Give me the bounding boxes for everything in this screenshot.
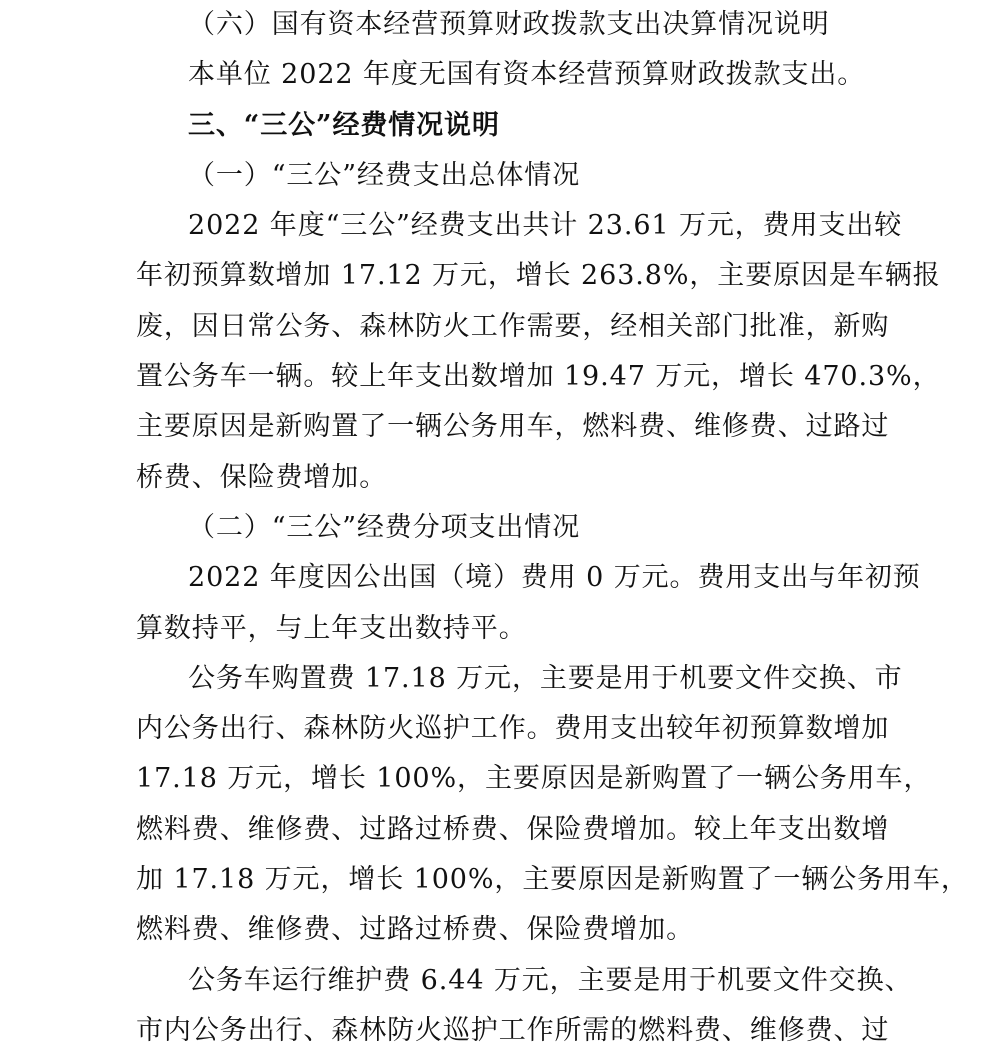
subsection-heading-1: （一）“三公”经费支出总体情况 — [188, 159, 581, 191]
paragraph-line: 算数持平，与上年支出数持平。 — [136, 612, 527, 644]
subsection-heading-2: （二）“三公”经费分项支出情况 — [188, 511, 581, 543]
paragraph-line: 公务车运行维护费 6.44 万元，主要是用于机要文件交换、 — [188, 964, 913, 996]
paragraph-line: 2022 年度因公出国（境）费用 0 万元。费用支出与年初预 — [188, 562, 921, 594]
paragraph-line: 桥费、保险费增加。 — [136, 461, 388, 493]
paragraph-line: 废，因日常公务、森林防火工作需要，经相关部门批准，新购 — [136, 310, 890, 342]
section-heading-6: （六）国有资本经营预算财政拨款支出决算情况说明 — [188, 9, 830, 40]
paragraph-line: 公务车购置费 17.18 万元，主要是用于机要文件交换、市 — [188, 662, 903, 694]
paragraph-line: 内公务出行、森林防火巡护工作。费用支出较年初预算数增加 — [136, 713, 890, 745]
paragraph-line: 置公务车一辆。较上年支出数增加 19.47 万元，增长 470.3%， — [136, 361, 941, 393]
paragraph-line: 燃料费、维修费、过路过桥费、保险费增加。较上年支出数增 — [136, 813, 890, 845]
paragraph-line: 主要原因是新购置了一辆公务用车，燃料费、维修费、过路过 — [136, 411, 890, 443]
document-page — [136, 0, 969, 1056]
section-heading-3: 三、“三公”经费情况说明 — [188, 109, 500, 141]
paragraph-line: 2022 年度“三公”经费支出共计 23.61 万元，费用支出较 — [188, 210, 903, 242]
paragraph-line: 燃料费、维修费、过路过桥费、保险费增加。 — [136, 914, 694, 946]
paragraph-line: 本单位 2022 年度无国有资本经营预算财政拨款支出。 — [188, 59, 866, 91]
paragraph-line: 17.18 万元，增长 100%，主要原因是新购置了一辆公务用车， — [136, 763, 932, 795]
paragraph-line: 加 17.18 万元，增长 100%，主要原因是新购置了一辆公务用车， — [136, 864, 969, 896]
paragraph-line: 市内公务出行、森林防火巡护工作所需的燃料费、维修费、过 — [136, 1014, 890, 1046]
paragraph-line: 年初预算数增加 17.12 万元，增长 263.8%，主要原因是车辆报 — [136, 260, 941, 292]
